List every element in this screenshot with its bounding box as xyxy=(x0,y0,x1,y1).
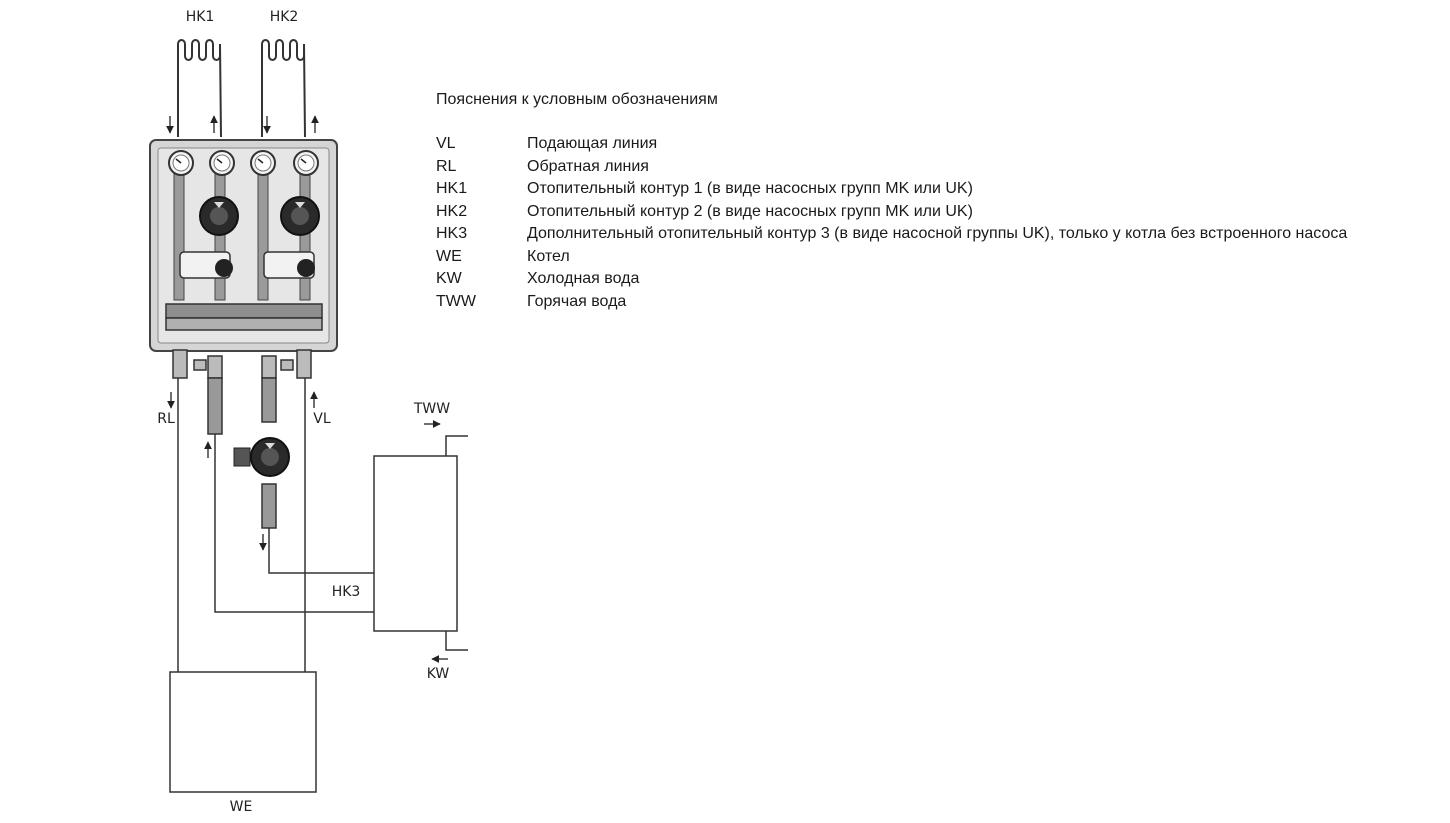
legend-item-hk1 xyxy=(436,178,1446,201)
boiler-lines xyxy=(178,378,305,672)
legend-description: Дополнительный отопительный контур 3 (в виде насосной группы UK), только у котла без встроенного насоса xyxy=(527,225,1348,242)
legend-item-hk3 xyxy=(436,223,1446,246)
legend-code: TWW xyxy=(436,292,476,310)
label-hk1: HK1 xyxy=(185,9,215,25)
legend-description: Отопительный контур 1 (в виде насосных групп MK или UK) xyxy=(527,180,973,197)
legend-description: Обратная линия xyxy=(527,157,649,175)
legend-code: HK1 xyxy=(436,180,468,197)
radiator-hk2 xyxy=(262,40,305,137)
legend-item-vl xyxy=(436,133,1446,156)
legend-code: HK2 xyxy=(436,202,468,220)
outlet-fittings xyxy=(173,350,311,378)
legend-item-rl xyxy=(436,156,1446,179)
flow-arrows-radiators xyxy=(170,116,315,133)
label-kw: KW xyxy=(426,666,450,682)
legend-description: Подающая линия xyxy=(527,135,658,152)
legend-code: WE xyxy=(436,247,462,265)
legend-item-kw xyxy=(436,268,1446,291)
legend-title: Пояснения к условным обозначениям xyxy=(436,91,718,108)
label-hk3: HK3 xyxy=(331,584,361,600)
legend-description: Холодная вода xyxy=(527,270,640,287)
legend-description: Котел xyxy=(527,247,570,265)
flow-arrows-boiler xyxy=(171,392,314,408)
label-tww: TWW xyxy=(413,401,451,417)
hot-water-tank xyxy=(374,436,468,650)
legend-item-tww xyxy=(436,291,1446,314)
hydraulic-scheme-diagram xyxy=(0,0,480,823)
legend-code: HK3 xyxy=(436,225,468,242)
legend-code: KW xyxy=(436,270,462,287)
label-vl: VL xyxy=(313,411,331,427)
label-we: WE xyxy=(229,799,253,815)
label-hk2: HK2 xyxy=(269,9,299,25)
legend-item-we xyxy=(436,246,1446,269)
legend-item-hk2 xyxy=(436,201,1446,224)
legend xyxy=(436,89,1446,313)
legend-description: Отопительный контур 2 (в виде насосных групп MK или UK) xyxy=(527,202,973,220)
hk3-pump-group xyxy=(208,378,289,528)
boiler xyxy=(170,672,316,792)
label-rl: RL xyxy=(157,411,175,427)
legend-code: VL xyxy=(436,135,456,152)
legend-description: Горячая вода xyxy=(527,292,627,310)
legend-code: RL xyxy=(436,157,457,175)
